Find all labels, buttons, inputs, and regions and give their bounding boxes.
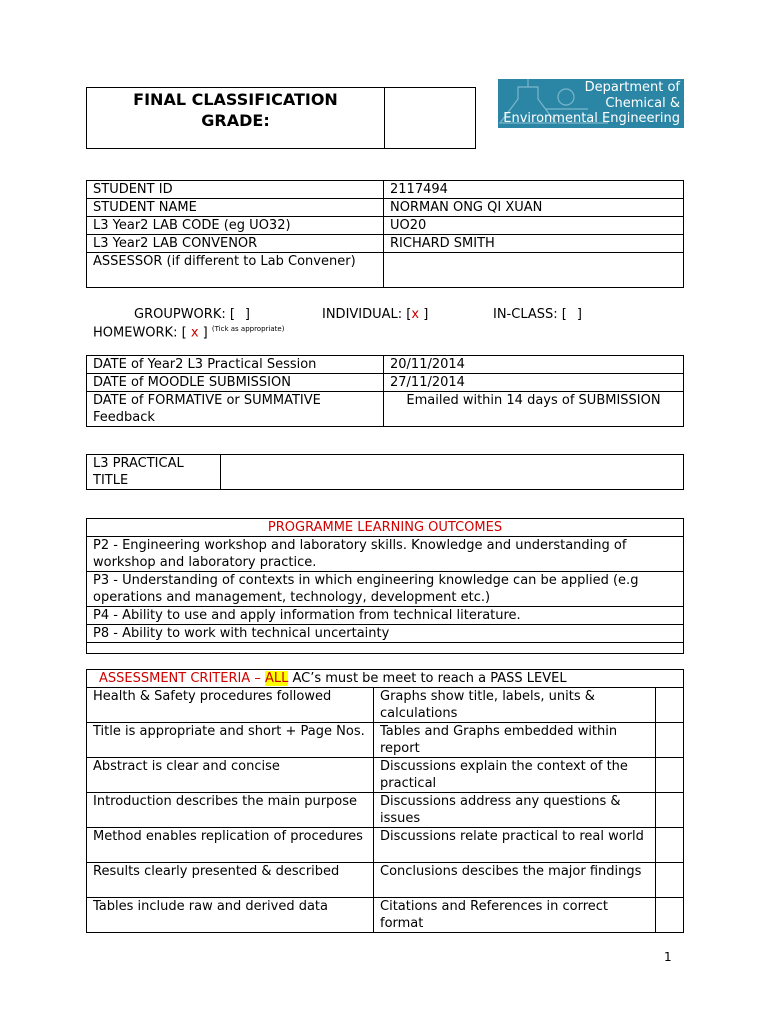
criteria-left: Introduction describes the main purpose (87, 793, 374, 828)
table-row (87, 217, 684, 235)
criteria-left: Tables include raw and derived data (87, 898, 374, 933)
table-row (87, 392, 684, 427)
table-row (87, 356, 684, 374)
table-row (87, 199, 684, 217)
criteria-checkbox[interactable] (656, 723, 684, 758)
student-info-table (86, 180, 684, 288)
table-row (87, 643, 684, 654)
criteria-left: Results clearly presented & described (87, 863, 374, 898)
table-row (87, 374, 684, 392)
criteria-right: Discussions explain the context of the practical (374, 758, 656, 793)
student-id-value[interactable]: 2117494 (384, 181, 684, 199)
student-name-value[interactable]: NORMAN ONG QI XUAN (384, 199, 684, 217)
lab-convenor-value[interactable]: RICHARD SMITH (384, 235, 684, 253)
criteria-right: Conclusions descibes the major findings (374, 863, 656, 898)
practical-title-label: L3 PRACTICAL TITLE (87, 455, 221, 490)
table-row (87, 572, 684, 607)
criteria-right: Discussions address any questions & issues (374, 793, 656, 828)
criteria-left: Title is appropriate and short + Page Nos. (87, 723, 374, 758)
criteria-left: Method enables replication of procedures (87, 828, 374, 863)
criteria-right: Graphs show title, labels, units & calculations (374, 688, 656, 723)
table-row (87, 537, 684, 572)
inclass-option[interactable]: IN-CLASS: [ ] (493, 307, 582, 322)
homework-option[interactable]: HOMEWORK: [ x ] $^{(Tick as appropriate)}$ (93, 325, 285, 341)
student-id-label: STUDENT ID (87, 181, 384, 199)
assessment-criteria-table (86, 669, 684, 933)
department-logo (498, 79, 684, 128)
criteria-right: Discussions relate practical to real world (374, 828, 656, 863)
table-row (87, 607, 684, 625)
moodle-submission-date-value[interactable]: 27/11/2014 (384, 374, 684, 392)
student-name-label: STUDENT NAME (87, 199, 384, 217)
table-row (87, 235, 684, 253)
criteria-left: Abstract is clear and concise (87, 758, 374, 793)
criteria-checkbox[interactable] (656, 688, 684, 723)
table-row (87, 828, 684, 863)
criteria-checkbox[interactable] (656, 828, 684, 863)
feedback-date-value[interactable]: Emailed within 14 days of SUBMISSION (384, 392, 684, 427)
criteria-right: Tables and Graphs embedded within report (374, 723, 656, 758)
practical-title-value[interactable] (221, 455, 684, 490)
logo-text: Department of Chemical & Environmental Engineering (503, 80, 680, 126)
criteria-left: Health & Safety procedures followed (87, 688, 374, 723)
assessor-value[interactable] (384, 253, 684, 288)
final-grade-value[interactable] (387, 92, 471, 144)
individual-option[interactable]: INDIVIDUAL: [x ] (322, 307, 429, 322)
final-grade-title: FINAL CLASSIFICATION GRADE: (87, 88, 385, 148)
outcome-p4: P4 - Ability to use and apply information from technical literature. (87, 607, 684, 625)
outcome-p2: P2 - Engineering workshop and laboratory skills. Knowledge and understanding of workshop and laboratory practice. (87, 537, 684, 572)
table-row (87, 898, 684, 933)
page-number: 1 (664, 950, 672, 964)
criteria-checkbox[interactable] (656, 758, 684, 793)
criteria-checkbox[interactable] (656, 863, 684, 898)
criteria-right: Citations and References in correct format (374, 898, 656, 933)
outcome-p8: P8 - Ability to work with technical uncertainty (87, 625, 684, 643)
table-row (87, 455, 684, 490)
table-row (87, 688, 684, 723)
table-row (87, 793, 684, 828)
practical-session-date-value[interactable]: 20/11/2014 (384, 356, 684, 374)
outcome-p3: P3 - Understanding of contexts in which engineering knowledge can be applied (e.g operations and management, technology, development etc.) (87, 572, 684, 607)
table-row (87, 758, 684, 793)
table-row (87, 519, 684, 537)
table-row (87, 670, 684, 688)
tick-note: (Tick as appropriate) (211, 325, 285, 333)
individual-mark: x (411, 307, 420, 322)
table-row (87, 625, 684, 643)
dates-table (86, 355, 684, 427)
criteria-checkbox[interactable] (656, 898, 684, 933)
groupwork-option[interactable]: GROUPWORK: [ ] (134, 307, 250, 322)
lab-code-value[interactable]: UO20 (384, 217, 684, 235)
table-row (87, 863, 684, 898)
assessor-label: ASSESSOR (if different to Lab Convener) (87, 253, 384, 288)
assessment-criteria-header: ASSESSMENT CRITERIA – ALL AC’s must be meet to reach a PASS LEVEL (87, 670, 684, 688)
lab-convenor-label: L3 Year2 LAB CONVENOR (87, 235, 384, 253)
table-row (87, 253, 684, 288)
lab-code-label: L3 Year2 LAB CODE (eg UO32) (87, 217, 384, 235)
learning-outcomes-table (86, 518, 684, 654)
final-grade-box (86, 87, 476, 149)
table-row (87, 181, 684, 199)
practical-title-table (86, 454, 684, 490)
learning-outcomes-header: PROGRAMME LEARNING OUTCOMES (87, 519, 684, 537)
spacer-row (87, 643, 684, 654)
moodle-submission-date-label: DATE of MOODLE SUBMISSION (87, 374, 384, 392)
criteria-checkbox[interactable] (656, 793, 684, 828)
table-row (87, 723, 684, 758)
feedback-date-label: DATE of FORMATIVE or SUMMATIVE Feedback (87, 392, 384, 427)
homework-mark: x (190, 325, 199, 341)
practical-session-date-label: DATE of Year2 L3 Practical Session (87, 356, 384, 374)
